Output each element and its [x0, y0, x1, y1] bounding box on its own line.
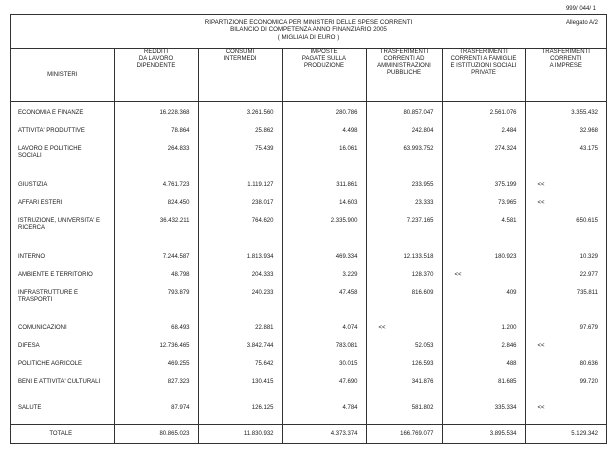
value-cell: 242.804: [366, 128, 442, 146]
total-value: 166.769.077: [366, 425, 442, 444]
ministry-name: [11, 343, 114, 361]
value-cell: <<: [525, 200, 606, 218]
text-line: LAVORO E POLITICHE: [18, 145, 82, 152]
table-row: [11, 379, 606, 397]
value-cell: 3.261.560: [198, 110, 282, 128]
text-line: BENI E ATTIVITA' CULTURALI: [18, 379, 101, 386]
text-line: COMUNICAZIONI: [18, 325, 67, 332]
value-cell: 130.415: [198, 379, 282, 397]
text-line: SOCIALI: [18, 152, 42, 159]
value-cell: 7.244.587: [114, 254, 198, 272]
value-cell: 1.119.127: [198, 182, 282, 200]
total-row: [11, 425, 606, 444]
value-cell: 73.965: [442, 200, 525, 218]
value-cell: 36.432.211: [114, 218, 198, 254]
value-cell: 97.679: [525, 325, 606, 343]
table-row: [11, 272, 606, 290]
value-cell: 735.811: [525, 290, 606, 326]
spacer-cell: [282, 397, 366, 405]
value-cell: 375.199: [442, 182, 525, 200]
value-cell: 22.881: [198, 325, 282, 343]
ministry-name: [11, 128, 114, 146]
spacer-cell: [198, 102, 282, 111]
value-cell: 16.228.368: [114, 110, 198, 128]
table-row: [11, 218, 606, 254]
table-row: [11, 325, 606, 343]
value-cell: 204.333: [198, 272, 282, 290]
text-line: PUBBLICHE: [386, 70, 421, 76]
value-cell: 4.581: [442, 218, 525, 254]
ministry-name: [11, 200, 114, 218]
value-cell: 335.334: [442, 405, 525, 423]
table-row: [11, 128, 606, 146]
spacer-cell: [198, 397, 282, 405]
value-cell: 238.017: [198, 200, 282, 218]
value-cell: 2.484: [442, 128, 525, 146]
value-cell: 25.862: [198, 128, 282, 146]
ministry-name: [11, 272, 114, 290]
value-cell: 4.074: [282, 325, 366, 343]
value-cell: 43.175: [525, 146, 606, 182]
text-line: INFRASTRUTTURE E: [18, 289, 78, 296]
value-cell: 581.802: [366, 405, 442, 423]
report-units: ( MIGLIAIA DI EURO ): [277, 33, 340, 41]
allegato-label: Allegato A/2: [565, 20, 598, 26]
value-cell: 81.685: [442, 379, 525, 397]
text-line: IMPOSTE: [310, 49, 338, 55]
report-header: [11, 15, 606, 49]
value-cell: <<: [366, 325, 442, 343]
spacer-cell: [366, 397, 442, 405]
value-cell: 469.334: [282, 254, 366, 272]
value-cell: 16.061: [282, 146, 366, 182]
value-cell: 75.642: [198, 361, 282, 379]
column-header: [525, 49, 606, 102]
value-cell: 409: [442, 290, 525, 326]
text-line: TRASFERIMENTI: [541, 49, 590, 55]
value-cell: 87.974: [114, 405, 198, 423]
text-line: CORRENTI AD: [383, 56, 425, 62]
value-cell: 764.620: [198, 218, 282, 254]
text-line: E ISTITUZIONI SOCIALI: [450, 63, 517, 69]
value-cell: 4.761.723: [114, 182, 198, 200]
text-line: CORRENTI: [550, 56, 582, 62]
value-cell: 47.690: [282, 379, 366, 397]
spacer-cell: [114, 397, 198, 405]
column-header: [442, 49, 525, 102]
table-row: [11, 254, 606, 272]
spacer-cell: [114, 102, 198, 111]
value-cell: 1.813.934: [198, 254, 282, 272]
ministry-name: [11, 379, 114, 397]
value-cell: 311.861: [282, 182, 366, 200]
text-line: ISTRUZIONE, UNIVERSITA' E: [18, 217, 101, 224]
table-row: [11, 361, 606, 379]
table-row: [11, 343, 606, 361]
text-line: TRASFERIMENTI: [459, 49, 508, 55]
value-cell: 75.439: [198, 146, 282, 182]
value-cell: 12.133.518: [366, 254, 442, 272]
text-line: AFFARI ESTERI: [18, 199, 63, 206]
value-cell: 99.720: [525, 379, 606, 397]
value-cell: 80.857.047: [366, 110, 442, 128]
ministry-name: [11, 405, 114, 423]
value-cell: 240.233: [198, 290, 282, 326]
value-cell: 32.968: [525, 128, 606, 146]
value-cell: 280.786: [282, 110, 366, 128]
spacer-cell: [366, 102, 442, 111]
report-title: RIPARTIZIONE ECONOMICA PER MINISTERI DELLE SPESE CORRENTI: [204, 19, 413, 26]
ministry-name: [11, 146, 114, 182]
value-cell: 47.458: [282, 290, 366, 326]
value-cell: 180.923: [442, 254, 525, 272]
value-cell: 650.615: [525, 218, 606, 254]
value-cell: 793.879: [114, 290, 198, 326]
column-header: [114, 49, 198, 102]
value-cell: 128.370: [366, 272, 442, 290]
value-cell: 52.053: [366, 343, 442, 361]
text-line: POLITICHE AGRICOLE: [18, 361, 83, 368]
value-cell: 3.842.744: [198, 343, 282, 361]
text-line: DIPENDENTE: [136, 63, 176, 69]
text-line: DIFESA: [18, 343, 40, 350]
value-cell: 1.200: [442, 325, 525, 343]
value-cell: 827.323: [114, 379, 198, 397]
text-line: MINISTERI: [47, 71, 78, 78]
spacer-cell: [11, 102, 114, 111]
total-value: 4.373.374: [282, 425, 366, 444]
document-frame: [10, 14, 607, 444]
value-cell: 68.493: [114, 325, 198, 343]
table-row: [11, 146, 606, 182]
value-cell: 3.355.432: [525, 110, 606, 128]
text-line: AMBIENTE E TERRITORIO: [18, 271, 93, 278]
ministry-name: [11, 218, 114, 254]
value-cell: 233.955: [366, 182, 442, 200]
value-cell: 4.498: [282, 128, 366, 146]
text-line: SALUTE: [18, 405, 42, 412]
value-cell: 22.977: [525, 272, 606, 290]
column-header: [366, 49, 442, 102]
text-line: PRIVATE: [471, 70, 496, 76]
value-cell: 469.255: [114, 361, 198, 379]
value-cell: 2.335.900: [282, 218, 366, 254]
text-line: PRODUZIONE: [303, 63, 344, 69]
spending-table: [11, 49, 606, 443]
value-cell: 816.609: [366, 290, 442, 326]
column-header: [198, 49, 282, 102]
text-line: INTERMEDI: [223, 56, 257, 62]
value-cell: <<: [442, 272, 525, 290]
value-cell: 341.876: [366, 379, 442, 397]
value-cell: 7.237.165: [366, 218, 442, 254]
text-line: GIUSTIZIA: [18, 181, 48, 188]
value-cell: 126.125: [198, 405, 282, 423]
value-cell: 10.329: [525, 254, 606, 272]
value-cell: 30.015: [282, 361, 366, 379]
ministry-name: [11, 290, 114, 326]
value-cell: 3.229: [282, 272, 366, 290]
ministry-name: [11, 182, 114, 200]
total-value: 5.129.342: [525, 425, 606, 444]
total-label: TOTALE: [11, 425, 114, 444]
column-header: [11, 49, 114, 102]
table-header-row: [11, 49, 606, 102]
value-cell: 488: [442, 361, 525, 379]
ministry-name: [11, 361, 114, 379]
text-line: AMMINISTRAZIONI: [377, 63, 431, 69]
spacer-cell: [442, 102, 525, 111]
column-header: [282, 49, 366, 102]
spacer-row: [11, 102, 606, 111]
text-line: RICERCA: [18, 224, 46, 231]
ministry-name: [11, 325, 114, 343]
value-cell: 2.561.076: [442, 110, 525, 128]
text-line: CORRENTI A FAMIGLIE: [450, 56, 517, 62]
text-line: DA LAVORO: [138, 56, 174, 62]
total-value: 3.895.534: [442, 425, 525, 444]
value-cell: <<: [525, 343, 606, 361]
text-line: TRASPORTI: [18, 296, 53, 303]
spacer-cell: [442, 397, 525, 405]
text-line: PAGATE SULLA: [301, 56, 347, 62]
value-cell: <<: [525, 182, 606, 200]
value-cell: 274.324: [442, 146, 525, 182]
text-line: CONSUMI: [225, 49, 255, 55]
text-line: ATTIVITA' PRODUTTIVE: [18, 127, 85, 134]
spacer-cell: [525, 102, 606, 111]
ministry-name: [11, 110, 114, 128]
spacer-cell: [525, 397, 606, 405]
table-row: [11, 290, 606, 326]
spacer-cell: [282, 102, 366, 111]
page-reference: 999/ 044/ 1: [565, 6, 596, 12]
value-cell: 126.593: [366, 361, 442, 379]
value-cell: <<: [525, 405, 606, 423]
report-subtitle: BILANCIO DI COMPETENZA ANNO FINANZIARIO 2005: [230, 26, 387, 34]
spacer-cell: [11, 397, 114, 405]
value-cell: 78.864: [114, 128, 198, 146]
text-line: TRASFERIMENTI: [379, 49, 429, 55]
total-value: 11.830.932: [198, 425, 282, 444]
value-cell: 48.798: [114, 272, 198, 290]
total-value: 80.865.023: [114, 425, 198, 444]
value-cell: 12.736.465: [114, 343, 198, 361]
table-row: [11, 110, 606, 128]
text-line: INTERNO: [18, 253, 45, 260]
value-cell: 23.333: [366, 200, 442, 218]
value-cell: 783.081: [282, 343, 366, 361]
table-row: [11, 200, 606, 218]
value-cell: 264.833: [114, 146, 198, 182]
value-cell: 63.993.752: [366, 146, 442, 182]
value-cell: 80.636: [525, 361, 606, 379]
value-cell: 14.603: [282, 200, 366, 218]
value-cell: 4.784: [282, 405, 366, 423]
ministry-name: [11, 254, 114, 272]
value-cell: 824.450: [114, 200, 198, 218]
spacer-row: [11, 397, 606, 405]
text-line: ECONOMIA E FINANZE: [18, 110, 84, 116]
table-row: [11, 182, 606, 200]
table-row: [11, 405, 606, 423]
text-line: A IMPRESE: [549, 63, 582, 69]
value-cell: 2.846: [442, 343, 525, 361]
text-line: REDDITI: [144, 49, 168, 55]
